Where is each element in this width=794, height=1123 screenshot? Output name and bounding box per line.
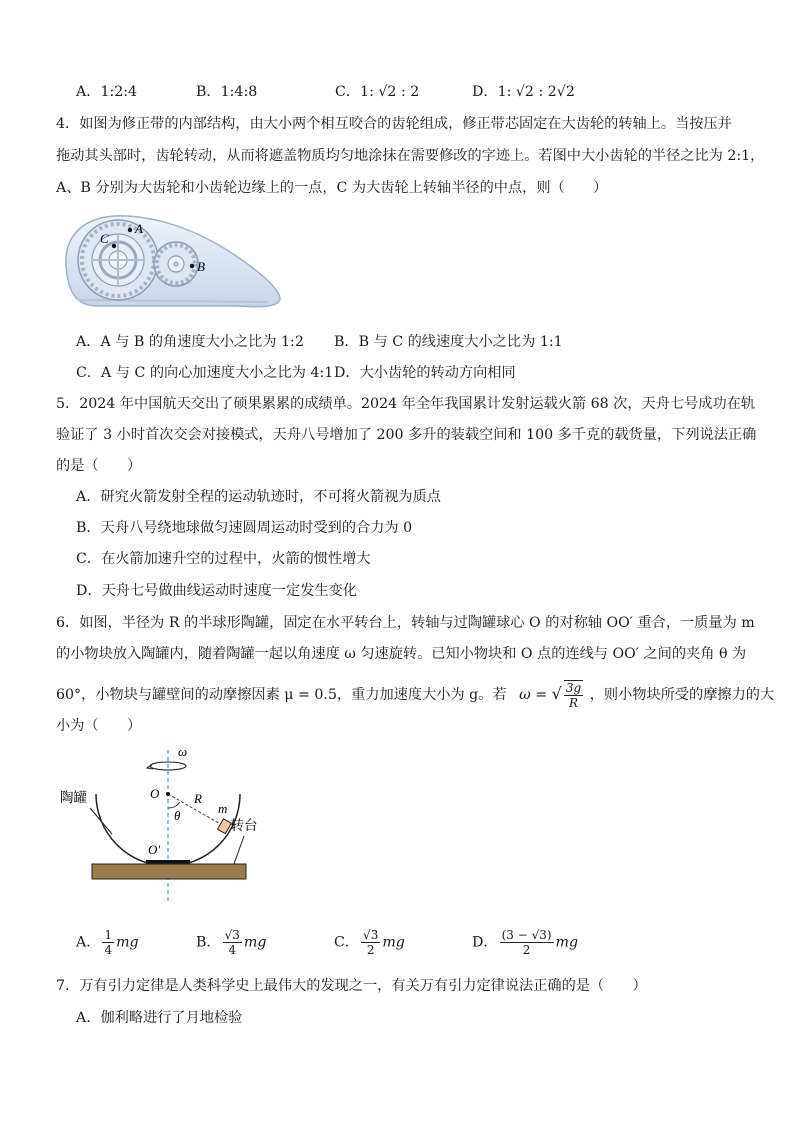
- q5-option-b: B．天舟八号绕地球做匀速圆周运动时受到的合力为 0: [76, 520, 413, 536]
- q6-stem-line-3: 60°，小物块与罐壁间的动摩擦因素 μ = 0.5，重力加速度大小为 g。若 ω = √ $\frac{3g}{R}$ ，则小物块所受的摩擦力的大: [56, 681, 775, 710]
- label-jar: 陶罐: [60, 790, 87, 806]
- q6-option-b: B． $\frac{√3}{4}$ mg: [196, 928, 267, 957]
- ceramic-jar-figure: [54, 742, 258, 904]
- q6-stem-line-2: 的小物块放入陶罐内，随着陶罐一起以角速度 ω 匀速旋转。已知小物块和 O 点的连线与 OO′ 之间的夹角 θ 为: [56, 646, 747, 662]
- q4-option-b: B．B 与 C 的线速度大小之比为 1:1: [334, 334, 563, 350]
- omega-formula: ω = √ $\frac{3g}{R}$: [519, 681, 582, 710]
- q4-stem-line-1: 4．如图为修正带的内部结构，由大小两个相互咬合的齿轮组成，修正带芯固定在大齿轮的转轴上。当按压并: [56, 116, 732, 132]
- point-b: [190, 264, 194, 268]
- svg-text:O′: O′: [148, 842, 161, 857]
- correction-tape-figure: [58, 206, 286, 318]
- big-gear: [78, 220, 158, 300]
- label-turntable: 转台: [230, 818, 258, 834]
- svg-text:O: O: [150, 786, 160, 801]
- q3-option-d: D．1: √2 : 2√2: [472, 84, 575, 100]
- point-c: [112, 244, 116, 248]
- q6-option-c: C． $\frac{√3}{2}$ mg: [334, 928, 405, 957]
- q5-option-d: D．天舟七号做曲线运动时速度一定发生变化: [76, 583, 357, 599]
- turntable-plate: [92, 864, 246, 879]
- q6-option-d: D． $\frac{(3 - √3)}{2}$ mg: [472, 928, 579, 957]
- q7-stem: 7．万有引力定律是人类科学史上最伟大的发现之一，有关万有引力定律说法正确的是（ ）: [56, 978, 647, 994]
- svg-text:ω: ω: [178, 744, 188, 759]
- q5-stem-line-1: 5．2024 年中国航天交出了硕果累累的成绩单。2024 年全年我国累计发射运载火箭 68 次，天舟七号成功在轨: [56, 396, 756, 412]
- q4-option-a: A．A 与 B 的角速度大小之比为 1:2: [76, 334, 304, 350]
- q7-option-a: A．伽利略进行了月地检验: [76, 1010, 243, 1026]
- q6-option-a: A． $\frac{1}{4}$ mg: [76, 928, 139, 957]
- q5-option-a: A．研究火箭发射全程的运动轨迹时，不可将火箭视为质点: [76, 489, 441, 505]
- label-c: C: [100, 231, 109, 246]
- point-a: [128, 228, 132, 232]
- q4-option-c: C．A 与 C 的向心加速度大小之比为 4:1: [76, 365, 334, 381]
- label-b: B: [197, 259, 205, 274]
- q6-stem-line-5: 小为（ ）: [56, 718, 142, 734]
- svg-text:m: m: [218, 801, 228, 816]
- svg-text:R: R: [194, 791, 202, 806]
- svg-text:θ: θ: [174, 808, 181, 823]
- q4-option-d: D．大小齿轮的转动方向相同: [334, 365, 516, 381]
- q3-option-c: C．1: √2 : 2: [335, 84, 420, 100]
- q5-stem-line-3: 的是（ ）: [56, 458, 142, 474]
- label-a: A: [135, 221, 143, 236]
- q3-option-b: B．1:4:8: [196, 84, 258, 100]
- q4-stem-line-3: A、B 分别为大齿轮和小齿轮边缘上的一点，C 为大齿轮上转轴半径的中点，则（ ）: [56, 180, 608, 196]
- q5-option-c: C．在火箭加速升空的过程中，火箭的惯性增大: [76, 551, 371, 567]
- q4-stem-line-2: 拖动其头部时，齿轮转动，从而将遮盖物质均匀地涂抹在需要修改的字迹上。若图中大小齿轮的半径之比为 2:1，: [56, 148, 765, 164]
- q6-stem-line-1: 6．如图，半径为 R 的半球形陶罐，固定在水平转台上，转轴与过陶罐球心 O 的对称轴 OO′ 重合，一质量为 m: [56, 615, 755, 631]
- q3-option-a: A．1:2:4: [76, 84, 138, 100]
- q5-stem-line-2: 验证了 3 小时首次交会对接模式，天舟八号增加了 200 多升的装载空间和 100 多千克的载货量，下列说法正确: [56, 427, 757, 443]
